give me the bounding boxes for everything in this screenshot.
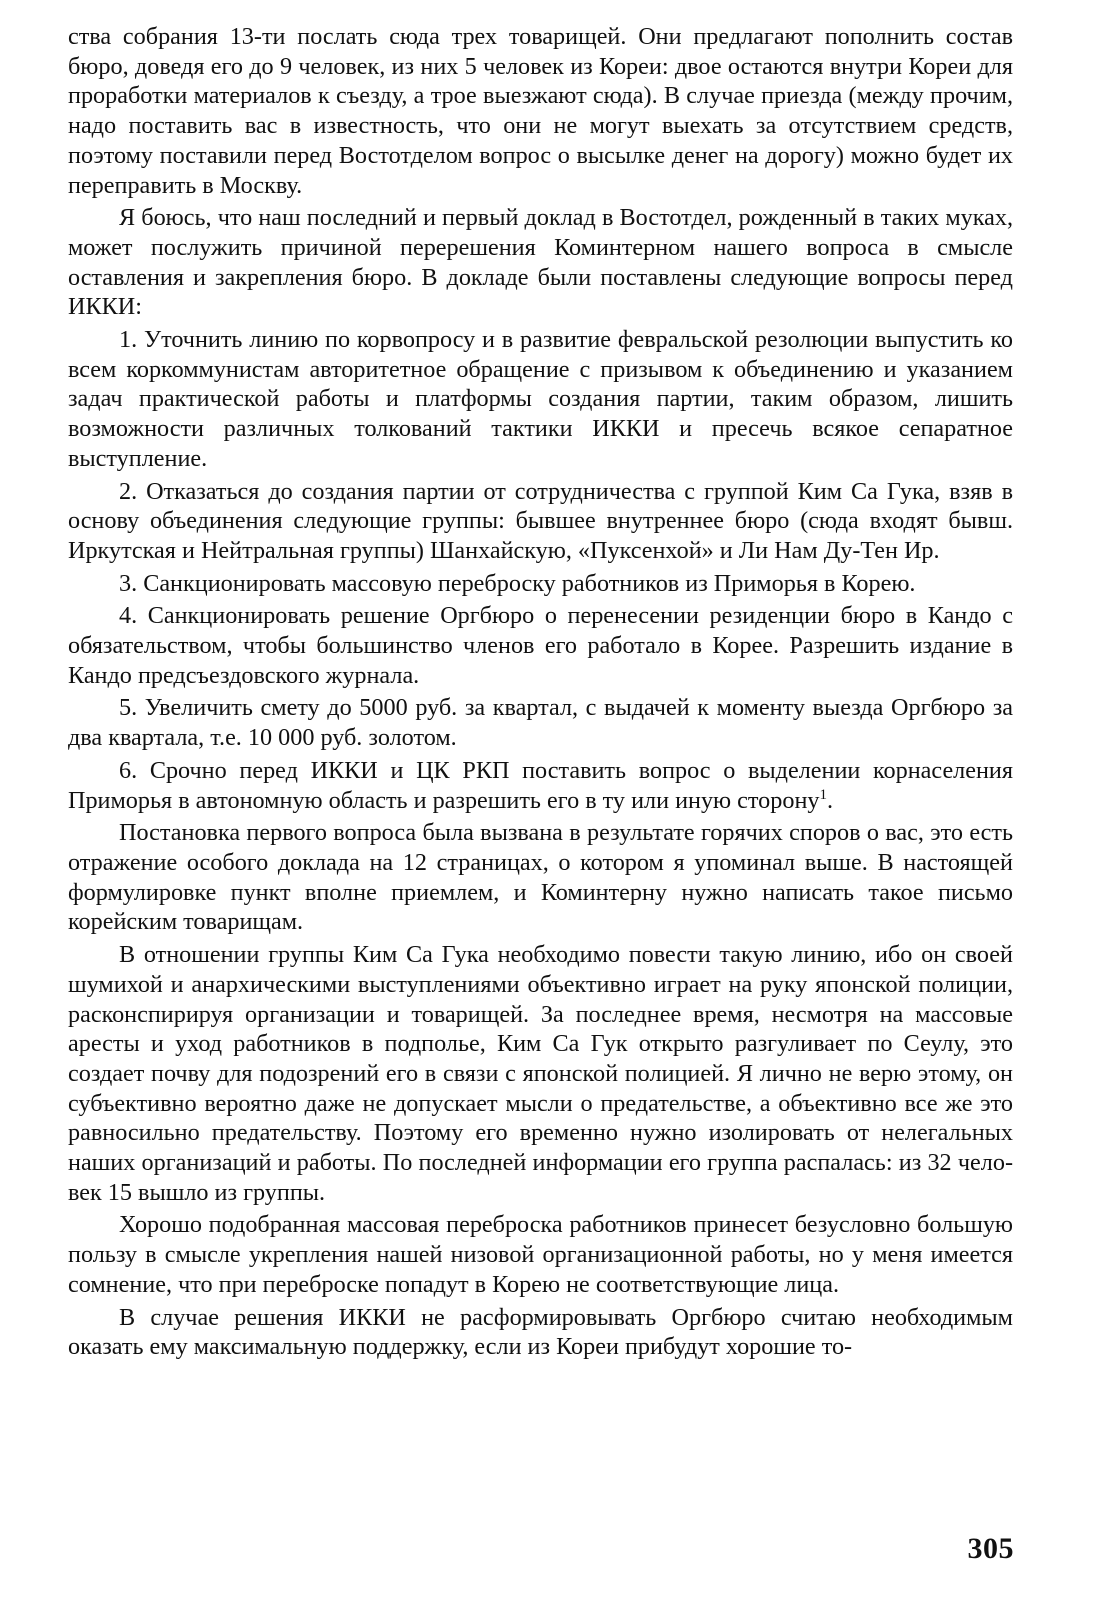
paragraph-6-item-4: 4. Санкционировать решение Оргбюро о перенесении резиденции бюро в Кандо с обязательством, чтобы большинство членов его работало в Корее. Разрешить издание в Кандо предсъездовского журнала. — [68, 602, 1013, 689]
paragraph-2: Я боюсь, что наш последний и первый доклад в Востотдел, рожденный в таких муках, может послужить причиной перерешения Коминтерном нашего вопроса в смысле оставления и закрепления бюро. В докладе были поставлены следующие вопросы перед ИККИ: — [68, 204, 1013, 321]
paragraph-4-item-2: 2. Отказаться до создания партии от сотрудничества с группой Ким Са Гука, взяв в основу объединения следующие группы: бывшее внутреннее бюро (сюда входят бывш. Иркутская и Нейтральная группы) Шанхайскую, «Пуксенхой» и Ли Нам Ду-Тен Ир. — [68, 477, 1013, 564]
paragraph-8-item-6 — [68, 756, 1013, 815]
page-number: 305 — [967, 1532, 1014, 1565]
paragraph-11: Хорошо подобранная массовая переброска работников принесет безусловно большую пользу в смысле укрепления нашей низовой организационной работы, но у меня имеется сомнение, что при переброске попадут в Корею не соответствующие лица. — [68, 1211, 1013, 1298]
paragraph-8-end: . — [826, 786, 834, 814]
paragraph-3-item-1: 1. Уточнить линию по корвопросу и в развитие февральской резолюции выпустить ко всем коркоммунистам авторитетное обращение с призывом к объединению и указанием задач практической работы и платформы создания партии, таким образом, лишить возможности различных толкований тактики ИККИ и пресечь всякое сепаратное выступление. — [68, 326, 1013, 472]
paragraph-8-text: 6. Срочно перед ИККИ и ЦК РКП поставить вопрос о выделении корнаселения Приморья в автономную область и разрешить его в ту или иную сторону — [68, 756, 1013, 814]
document-page — [68, 22, 1013, 1582]
paragraph-5-item-3: 3. Санкционировать массовую переброску работников из Приморья в Корею. — [119, 569, 916, 597]
paragraph-9: Постановка первого вопроса была вызвана в результате горячих споров о вас, это есть отражение особого доклада на 12 страницах, о котором я упоминал выше. В настоящей формулировке пункт вполне приемлем, и Коминтерну нужно написать такое письмо корейским товарищам. — [68, 819, 1013, 936]
footnote-marker: 1 — [819, 786, 827, 803]
paragraph-7-item-5: 5. Увеличить смету до 5000 руб. за квартал, с выдачей к моменту выезда Оргбюро за два квартала, т.е. 10 000 руб. золотом. — [68, 694, 1013, 752]
paragraph-10: В отношении группы Ким Са Гука необходимо повести такую линию, ибо он своей шумихой и анархическими выступлениями объективно играет на руку японской полиции, расконспирируя организации и товарищей. За последнее время, несмотря на массовые аресты и уход работников в подполье, Ким Са Гук открыто разгуливает по Сеулу, это создает почву для подозрений его в связи с японской полицией. Я лично не верю этому, он субъективно вероятно даже не допускает мысли о предательстве, а объективно все же это равносильно предательству. Поэтому его временно нужно изолировать от нелегальных наших организаций и работы. По последней информации его группа распалась: из 32 человек 15 вышло из группы. — [68, 941, 1013, 1206]
paragraph-1: ства собрания 13-ти послать сюда трех товарищей. Они предлагают пополнить состав бюро, доведя его до 9 человек, из них 5 человек из Кореи: двое остаются внутри Кореи для проработки материалов к съезду, а трое выезжают сюда). В случае приезда (между прочим, надо поставить вас в известность, что они не могут выехать за отсутствием средств, поэтому поставили перед Востотделом вопрос о высылке денег на дорогу) можно будет их переправить в Москву. — [68, 23, 1013, 199]
paragraph-12: В случае решения ИККИ не расформировывать Оргбюро считаю необходимым оказать ему максимальную поддержку, если из Кореи прибудут хорошие то- — [68, 1303, 1013, 1361]
